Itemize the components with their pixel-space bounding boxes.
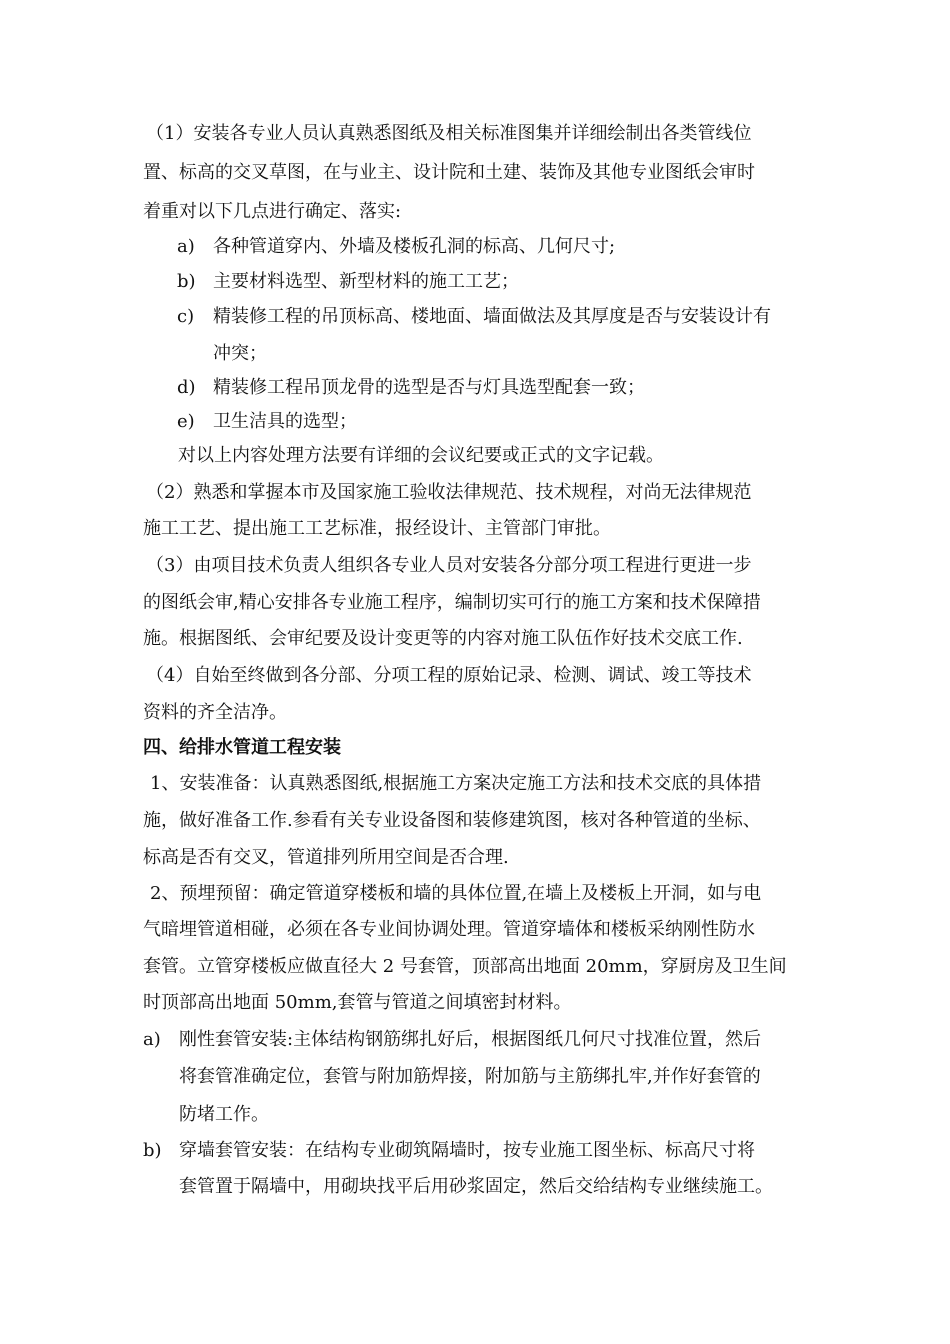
text-line: 2、预埋预留：确定管道穿楼板和墙的具体位置,在墙上及楼板上开洞，如与电	[150, 883, 762, 904]
list-marker: a)	[143, 1029, 161, 1050]
list-item	[177, 268, 519, 296]
list-marker: b)	[143, 1140, 162, 1161]
list-marker: b)	[177, 271, 196, 292]
list-marker: d)	[177, 377, 196, 398]
list-item	[177, 233, 615, 261]
section-heading: 四、给排水管道工程安装	[143, 737, 341, 758]
text-line: 着重对以下几点进行确定、落实:	[143, 201, 402, 222]
list-item	[177, 303, 771, 331]
text-line: （2）熟悉和掌握本市及国家施工验收法律规范、技术规程，对尚无法律规范	[146, 482, 752, 503]
list-item	[177, 374, 645, 402]
text-line: 置、标高的交叉草图，在与业主、设计院和土建、装饰及其他专业图纸会审时	[143, 162, 755, 183]
text-line: 资料的齐全洁净。	[143, 702, 287, 723]
text-line: 施，做好准备工作.参看有关专业设备图和装修建筑图，核对各种管道的坐标、	[143, 810, 761, 831]
text-line: 施。根据图纸、会审纪要及设计变更等的内容对施工队伍作好技术交底工作.	[143, 628, 743, 649]
list-text-continuation: 防堵工作。	[179, 1104, 269, 1125]
list-text: 精装修工程的吊顶标高、楼地面、墙面做法及其厚度是否与安装设计有	[213, 306, 771, 327]
text-line: （4）自始至终做到各分部、分项工程的原始记录、检测、调试、竣工等技术	[146, 665, 752, 686]
note-paragraph: 对以上内容处理方法要有详细的会议纪要或正式的文字记载。	[178, 445, 664, 466]
text-line: 标高是否有交叉，管道排列所用空间是否合理.	[143, 847, 509, 868]
text-line: 气暗埋管道相碰，必须在各专业间协调处理。管道穿墙体和楼板采纳刚性防水	[143, 919, 755, 940]
list-item	[143, 1026, 761, 1054]
text-line: （1）安装各专业人员认真熟悉图纸及相关标准图集并详细绘制出各类管线位	[146, 123, 752, 144]
list-marker: e)	[177, 411, 195, 432]
list-item	[143, 1137, 755, 1165]
list-text-continuation: 冲突；	[213, 343, 267, 364]
list-marker: a)	[177, 236, 195, 257]
text-line: 1、安装准备：认真熟悉图纸,根据施工方案决定施工方法和技术交底的具体措	[150, 773, 762, 794]
list-item	[177, 408, 357, 436]
list-text: 穿墙套管安装：在结构专业砌筑隔墙时，按专业施工图坐标、标高尺寸将	[179, 1140, 755, 1161]
text-line: 施工工艺、提出施工工艺标准，报经设计、主管部门审批。	[143, 518, 611, 539]
list-text: 卫生洁具的选型；	[213, 411, 357, 432]
list-text: 精装修工程吊顶龙骨的选型是否与灯具选型配套一致；	[213, 377, 645, 398]
text-line: （3）由项目技术负责人组织各专业人员对安装各分部分项工程进行更进一步	[146, 555, 752, 576]
list-text: 主要材料选型、新型材料的施工工艺；	[213, 271, 519, 292]
list-text-continuation: 套管置于隔墙中，用砌块找平后用砂浆固定，然后交给结构专业继续施工。	[179, 1176, 773, 1197]
text-line: 时顶部高出地面 50mm,套管与管道之间填密封材料。	[143, 992, 572, 1013]
text-line: 套管。立管穿楼板应做直径大 2 号套管，顶部高出地面 20mm，穿厨房及卫生间	[143, 956, 787, 977]
list-text: 刚性套管安装:主体结构钢筋绑扎好后，根据图纸几何尺寸找准位置，然后	[179, 1029, 762, 1050]
list-text: 各种管道穿内、外墙及楼板孔洞的标高、几何尺寸;	[213, 236, 616, 257]
list-text-continuation: 将套管准确定位，套管与附加筋焊接，附加筋与主筋绑扎牢,并作好套管的	[179, 1066, 761, 1087]
list-marker: c)	[177, 306, 195, 327]
text-line: 的图纸会审,精心安排各专业施工程序，编制切实可行的施工方案和技术保障措	[143, 592, 761, 613]
